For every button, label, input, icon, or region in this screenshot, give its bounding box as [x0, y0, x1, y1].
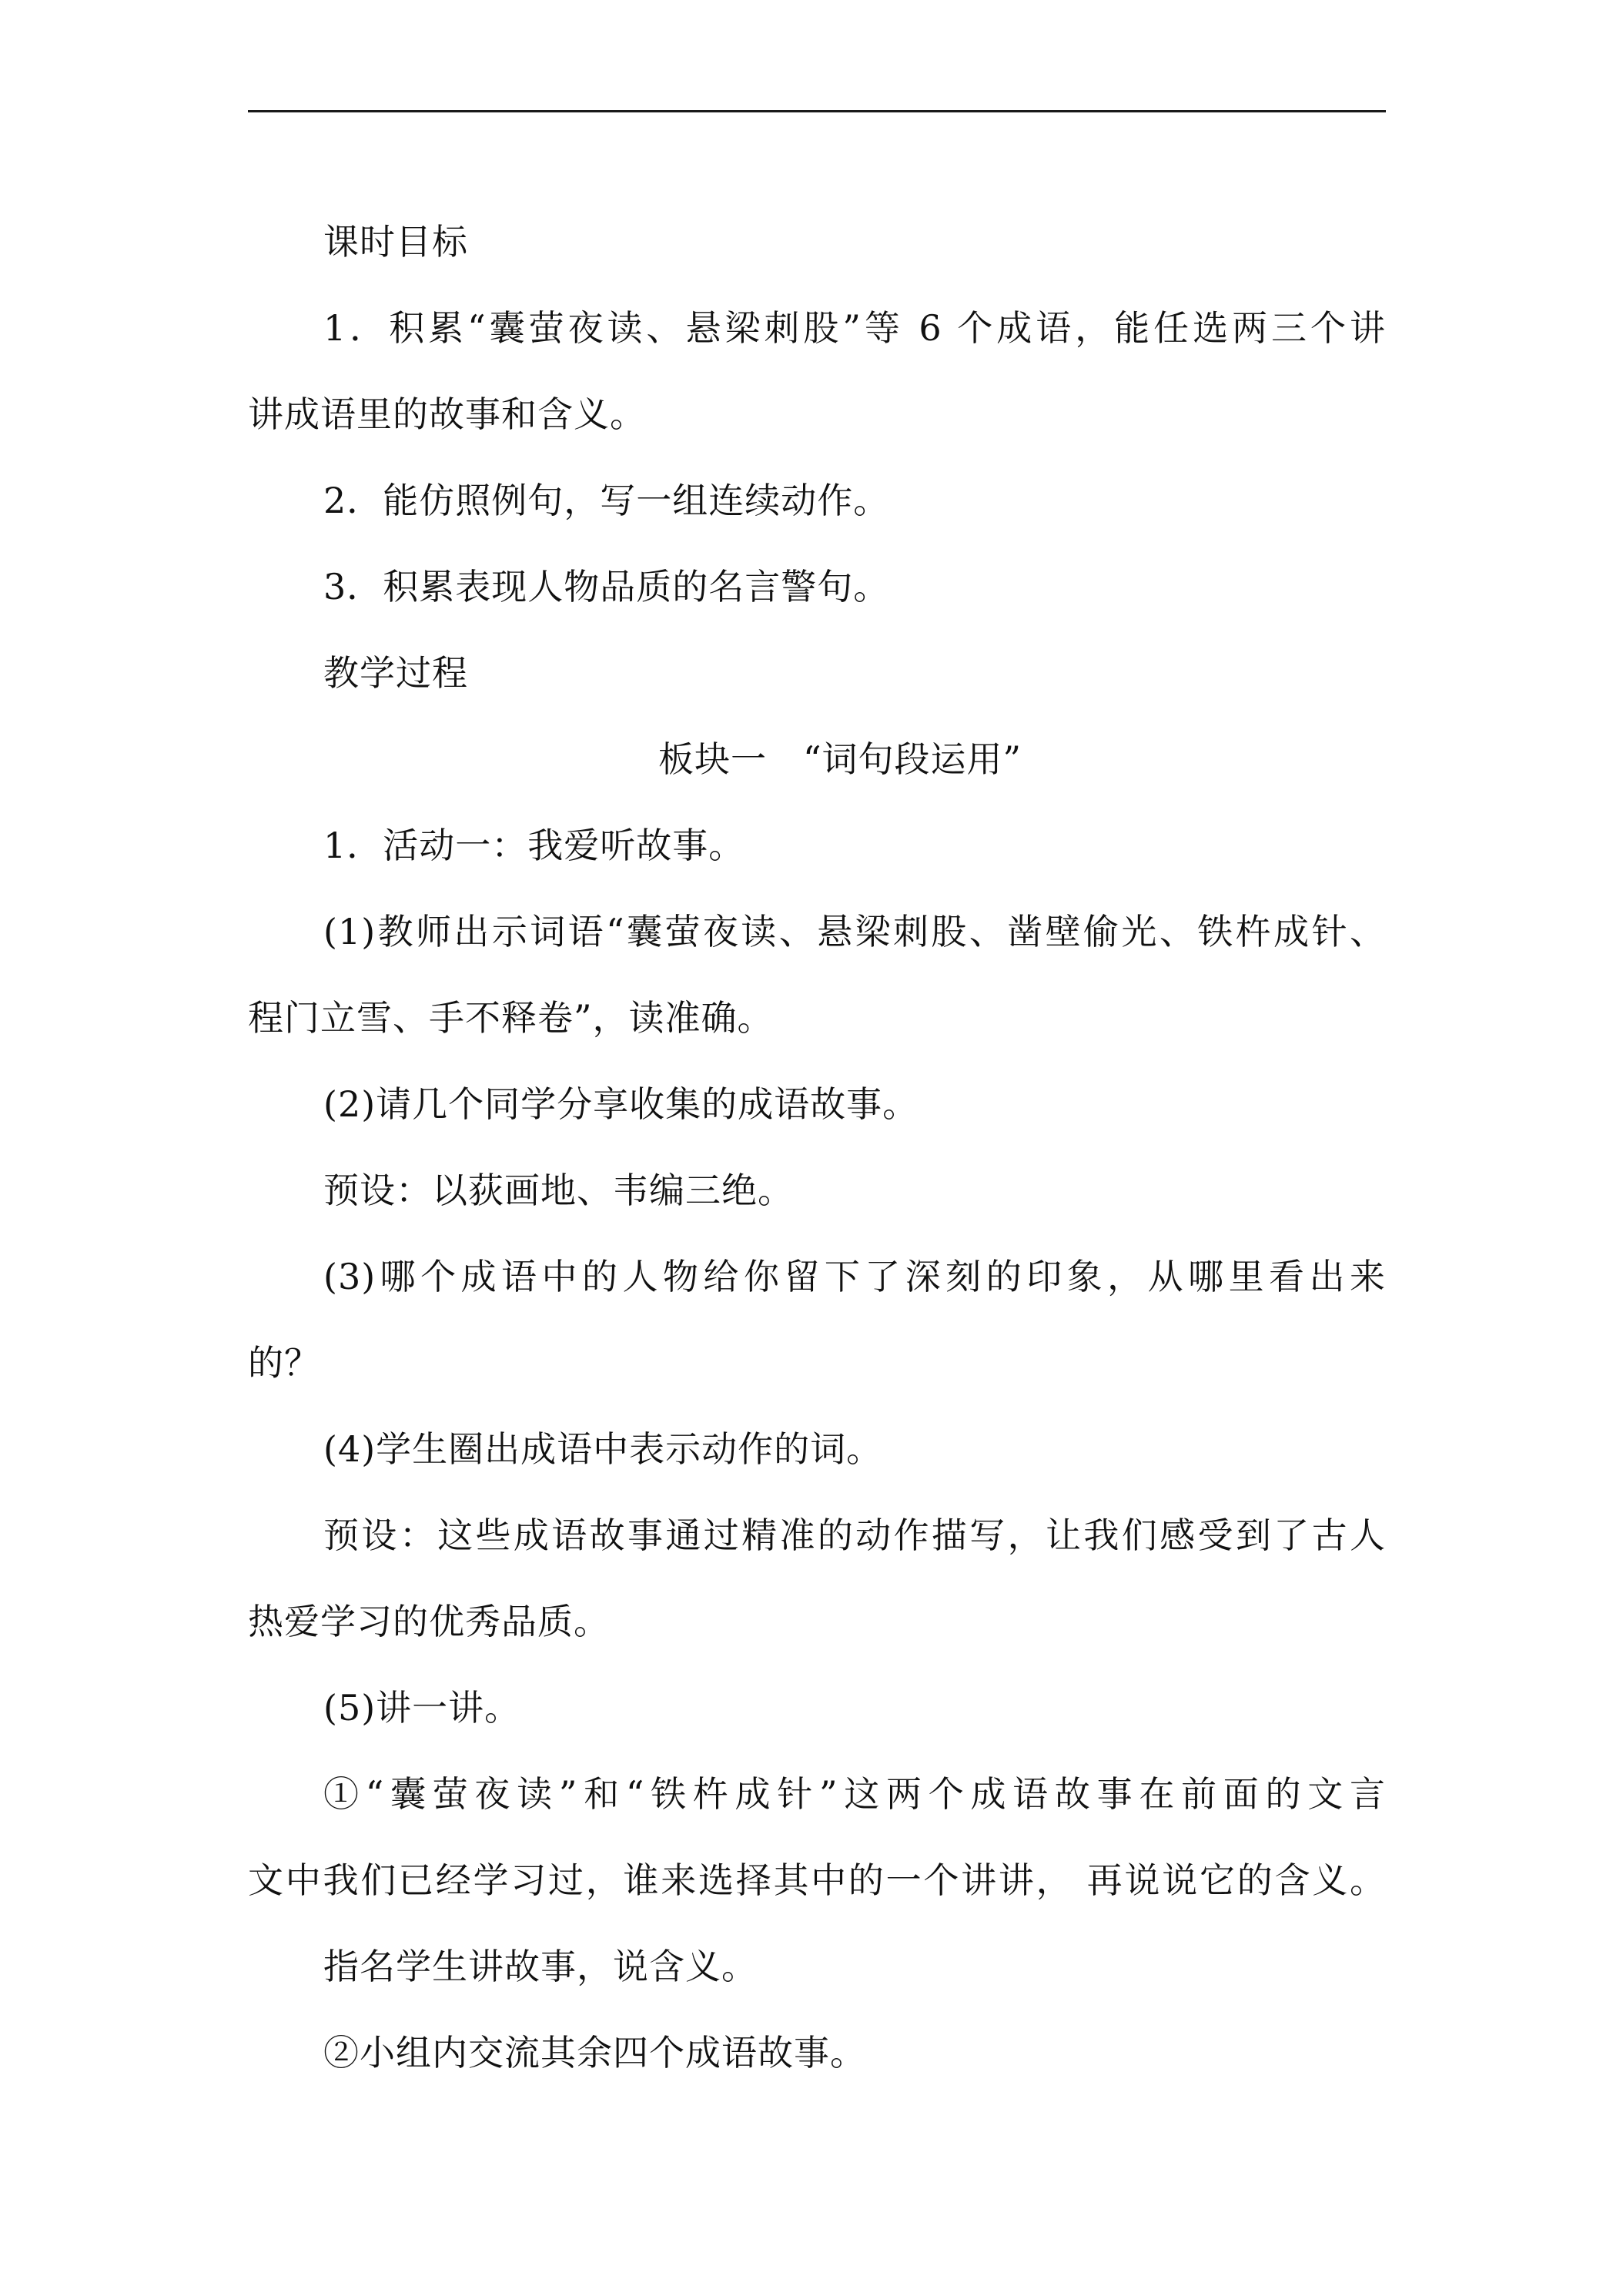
instruction: 指名学生讲故事，说含义。 — [323, 1946, 758, 1987]
sub-step-1-line-1: ①“囊萤夜读”和“铁杵成针”这两个成语故事在前面的文言 — [323, 1773, 1386, 1815]
step-4: (4)学生圈出成语中表示动作的词。 — [323, 1428, 883, 1470]
objective-1-line-1: 1．积累“囊萤夜读、悬梁刺股”等 6 个成语，能任选两三个讲 — [323, 307, 1386, 349]
step-1-line-2: 程门立雪、手不释卷”，读准确。 — [248, 997, 774, 1039]
step-3-line-2: 的？ — [248, 1342, 320, 1384]
header-rule — [248, 110, 1386, 112]
sub-step-1-line-2: 文中我们已经学习过，谁来选择其中的一个讲讲， 再说说它的含义。 — [248, 1859, 1386, 1901]
preset-2-line-1: 预设：这些成语故事通过精准的动作描写，让我们感受到了古人 — [323, 1514, 1386, 1556]
step-5: (5)讲一讲。 — [323, 1687, 521, 1729]
objective-2: 2．能仿照例句，写一组连续动作。 — [323, 480, 890, 521]
objective-1-line-2: 讲成语里的故事和含义。 — [248, 393, 646, 435]
document-body — [248, 199, 1386, 2096]
block-title: 板块一 “词句段运用” — [658, 738, 1022, 780]
step-2: (2)请几个同学分享收集的成语故事。 — [323, 1083, 919, 1125]
sub-step-2: ②小组内交流其余四个成语故事。 — [323, 2032, 866, 2073]
step-1-line-1: (1)教师出示词语“囊萤夜读、悬梁刺股、凿壁偷光、铁杵成针、 — [323, 911, 1386, 952]
section-heading-objectives: 课时目标 — [323, 221, 468, 263]
section-heading-process: 教学过程 — [323, 652, 468, 694]
objective-3: 3．积累表现人物品质的名言警句。 — [323, 566, 890, 607]
preset-2-line-2: 热爱学习的优秀品质。 — [248, 1601, 610, 1642]
activity-1-title: 1．活动一：我爱听故事。 — [323, 825, 745, 866]
preset-1: 预设：以荻画地、韦编三绝。 — [323, 1170, 794, 1211]
step-3-line-1: (3)哪个成语中的人物给你留下了深刻的印象，从哪里看出来 — [323, 1256, 1386, 1297]
